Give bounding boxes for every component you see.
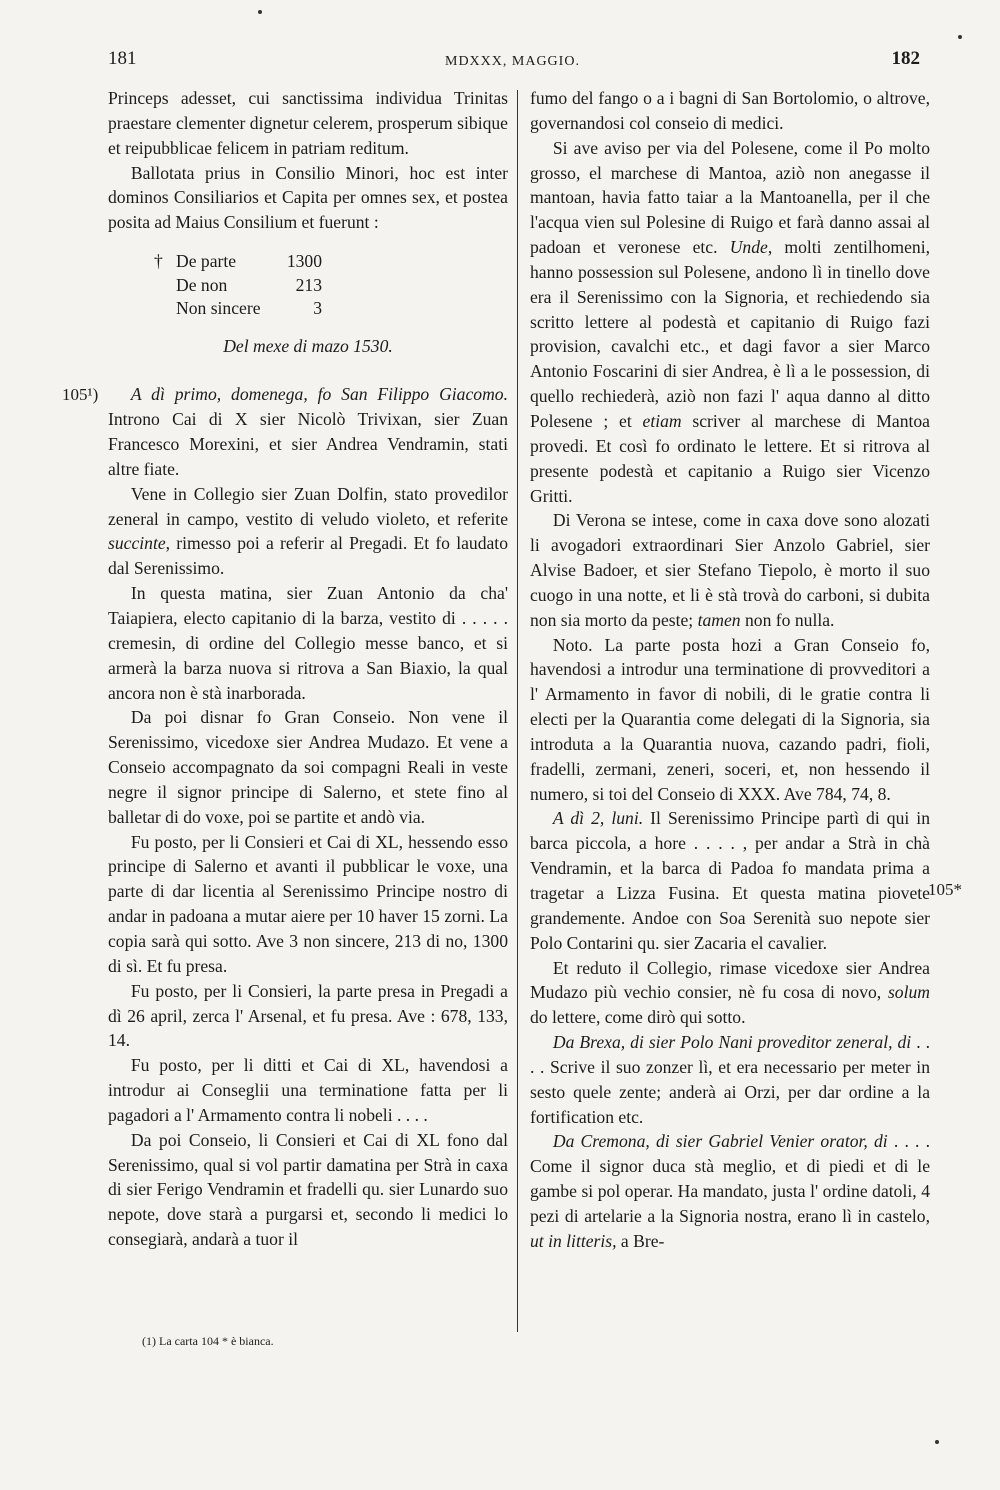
vote-count: 1300 xyxy=(286,251,322,272)
vote-count: 213 xyxy=(295,274,322,295)
vote-label: De parte xyxy=(176,251,237,272)
text: , molti zentilhomeni, hanno possession sul Polesene, andono lì in tinello dove era il Serenissimo con la Signoria, et rechiedendo sia scritto lettere al podestà et capitanio di Ruigo fazi provision, cavalchi etc., et dagi favor a sier Marco Antonio Foscarini di sier Andrea, è lì a le possession, di quello rechiederà, aziò non fazi l' aqua danno al ditto Polesene ; et xyxy=(530,237,930,431)
running-title: MDXXX, MAGGIO. xyxy=(445,54,580,69)
paragraph: Ballotata prius in Consilio Minori, hoc est inter dominos Consiliarios et Capita per omnes sex, et postea posita ad Maius Consilium et fuerunt : xyxy=(108,162,508,233)
paragraph xyxy=(530,508,930,632)
text: non fo nulla. xyxy=(740,609,835,630)
vote-row xyxy=(154,273,508,297)
right-page-number: 182 xyxy=(891,48,920,69)
column-divider xyxy=(517,90,518,1332)
date-heading: Del mexe di mazo 1530. xyxy=(223,335,393,356)
vote-label: De non xyxy=(176,274,228,295)
speck-mark xyxy=(958,35,962,39)
right-column xyxy=(530,86,930,1254)
text: Vene in Collegio sier Zuan Dolfin, stato provedilor zeneral in campo, vestito di veludo violeto, et referite xyxy=(108,483,508,529)
paragraph xyxy=(108,482,508,581)
margin-reference-right: 105* xyxy=(928,880,962,899)
paragraph xyxy=(530,956,930,1031)
text: a Bre- xyxy=(616,1230,665,1251)
left-page-number: 181 xyxy=(108,48,137,69)
italic-text: Da Cremona, di sier Gabriel Venier orator, di xyxy=(552,1131,888,1152)
text: Il Serenissimo Principe partì di qui in barca piccola, a hore . . . . , per andar a Strà in chà Vendramin, et la barca di Padoa fo mandata prima a tragetar a Lizza Fusina. Et questa matina piovete grandemente. Andoe con Soa Serenità suo nepote sier Polo Contarini qu. sier Zacaria el cavalier. xyxy=(530,808,930,953)
italic-text: ut in litteris, xyxy=(530,1230,617,1251)
italic-text: succinte xyxy=(108,533,166,554)
paragraph: Fu posto, per li Consieri, la parte presa in Pregadi a dì 26 april, zerca l' Arsenal, et fu presa. Ave : 678, 133, 14. xyxy=(108,980,508,1051)
paragraph: Fu posto, per li ditti et Cai di XL, havendosi a introdur ai Conseglii una terminatione fatta per li pagadori a l' Armamento contra li nobeli . . . . xyxy=(108,1055,508,1125)
paragraph: fumo del fango o a i bagni di San Bortolomio, o altrove, governandosi col conseio di medici. xyxy=(530,88,930,133)
paragraph xyxy=(530,1030,930,1129)
text: Introno Cai di X sier Nicolò Trivixan, sier Zuan Francesco Morexini, et sier Andrea Vendramin, stati altre fiate. xyxy=(108,409,508,479)
italic-text: etiam xyxy=(642,410,682,431)
vote-table xyxy=(154,249,508,320)
text: scriver al marchese di Mantoa provedi. Et così fo ordinato le lettere. Et si ritrova al presente podestà et capitanio a Ruigo sier Vicenzo Gritti. xyxy=(530,410,930,506)
italic-text: A dì primo, domenega, fo San Filippo Giacomo. xyxy=(130,384,508,405)
text: , rimesso poi a referir al Pregadi. Et fo laudato dal Serenissimo. xyxy=(108,533,508,579)
text: do lettere, come dirò qui sotto. xyxy=(530,1007,746,1028)
paragraph: Noto. La parte posta hozi a Gran Conseio fo, havendosi a introdur una terminatione di provveditori a l' Armamento in favor di nobili, di le gratie contra li electi per la Quarantia come delegati di la Signoria, sia introduta a la Quarantia nuova, cazando padri, fioli, fradelli, zermani, zeneri, soceri, et, non hessendo il numero, si toi del Conseio di XXX. Ave 784, 74, 8. xyxy=(530,634,930,804)
italic-text: tamen xyxy=(697,609,741,630)
margin-reference-left: 105¹) xyxy=(62,385,99,404)
italic-text: solum xyxy=(887,982,930,1003)
text: Di Verona se intese, come in caxa dove sono alozati li avogadori extraordinari Sier Anzolo Gabriel, sier Alvise Badoer, et sier Stefano Tiepolo, è morto il suo cuogo in una notte, et li è stà trovà do carboni, si dubita non sia morto da peste; xyxy=(530,510,930,630)
paragraph: Da poi Conseio, li Consieri et Cai di XL fono dal Serenissimo, qual si vol partir damatina per Strà in caxa di sier Ferigo Vendramin et fradelli qu. sier Lunardo suo nepote, dove starà a purgarsi et, secondo li medici lo consegiarà, andarà a tuor il xyxy=(108,1129,508,1250)
paragraph xyxy=(530,1129,930,1253)
left-column xyxy=(108,86,508,1252)
paragraph xyxy=(530,136,930,509)
vote-row xyxy=(154,249,508,273)
dagger-mark xyxy=(154,273,176,297)
paragraph xyxy=(530,806,930,955)
text: . . . . Scrive il suo zonzer lì, et era necessario per meter in sesto quele zente; anderà ai Orzi, per dar ordine a la fortification etc. xyxy=(530,1032,931,1127)
paragraph: Fu posto, per li Consieri et Cai di XL, hessendo esso principe di Salerno et avanti il pubblicar le voxe, una parte di dar licentia al Serenissimo Principe nostro di andar in padoana a mutar aiere per 10 haver 15 zorni. La copia sarà qui sotto. Ave 3 non sincere, 213 di no, 1300 di sì. Et fu presa. xyxy=(108,831,508,976)
vote-count: 3 xyxy=(313,298,322,319)
paragraph xyxy=(108,382,508,481)
footnote: (1) La carta 104 * è bianca. xyxy=(142,1334,274,1348)
text: . . . . Come il signor duca stà meglio, et di piedi et di le gambe si pol operar. Ha mandato, justa l' ordine datoli, 4 pezi di artelarie a la Signoria nostra, erano lì in castelo, xyxy=(530,1131,930,1226)
dagger-mark xyxy=(154,296,176,320)
italic-text: Unde xyxy=(729,237,768,258)
speck-mark xyxy=(935,1440,939,1444)
speck-mark xyxy=(258,10,262,14)
vote-label: Non sincere xyxy=(176,298,261,319)
paragraph: Da poi disnar fo Gran Conseio. Non vene il Serenissimo, vicedoxe sier Andrea Mudazo. Et vene a Conseio accompagnato da soi compagni Reali in veste negre il signor principe di Salerno, et stete fino al balletar di do voxe, poi se partite et andò via. xyxy=(108,707,508,827)
text: Et reduto il Collegio, rimase vicedoxe sier Andrea Mudazo più vechio consier, nè fu cosa di novo, xyxy=(530,957,930,1003)
dagger-mark: † xyxy=(154,251,163,272)
vote-row xyxy=(154,296,508,320)
italic-text: A dì 2, luni. xyxy=(552,808,644,829)
paragraph: Princeps adesset, cui sanctissima individua Trinitas praestare clementer dignetur celerem, prosperum sibique et reipubblicae felicem in patriam reditum. xyxy=(108,88,508,158)
paragraph: In questa matina, sier Zuan Antonio da cha' Taiapiera, electo capitanio di la barza, vestito di . . . . . cremesin, di ordine del Collegio messe banco, et si armerà la barza nuova si ritrova a San Biaxio, la qual ancora non è stà inarborada. xyxy=(108,583,508,703)
italic-text: Da Brexa, di sier Polo Nani proveditor zeneral, di xyxy=(552,1032,912,1053)
text: Si ave aviso per via del Polesene, come il Po molto grosso, el marchese di Mantoa, aziò non anegasse il mantoan, havia fatto taiar a la Mantoanella, per il che l'acqua vien sul Polesine di Ruigo et farà danno assai al padoan et veronese etc. xyxy=(530,137,930,258)
